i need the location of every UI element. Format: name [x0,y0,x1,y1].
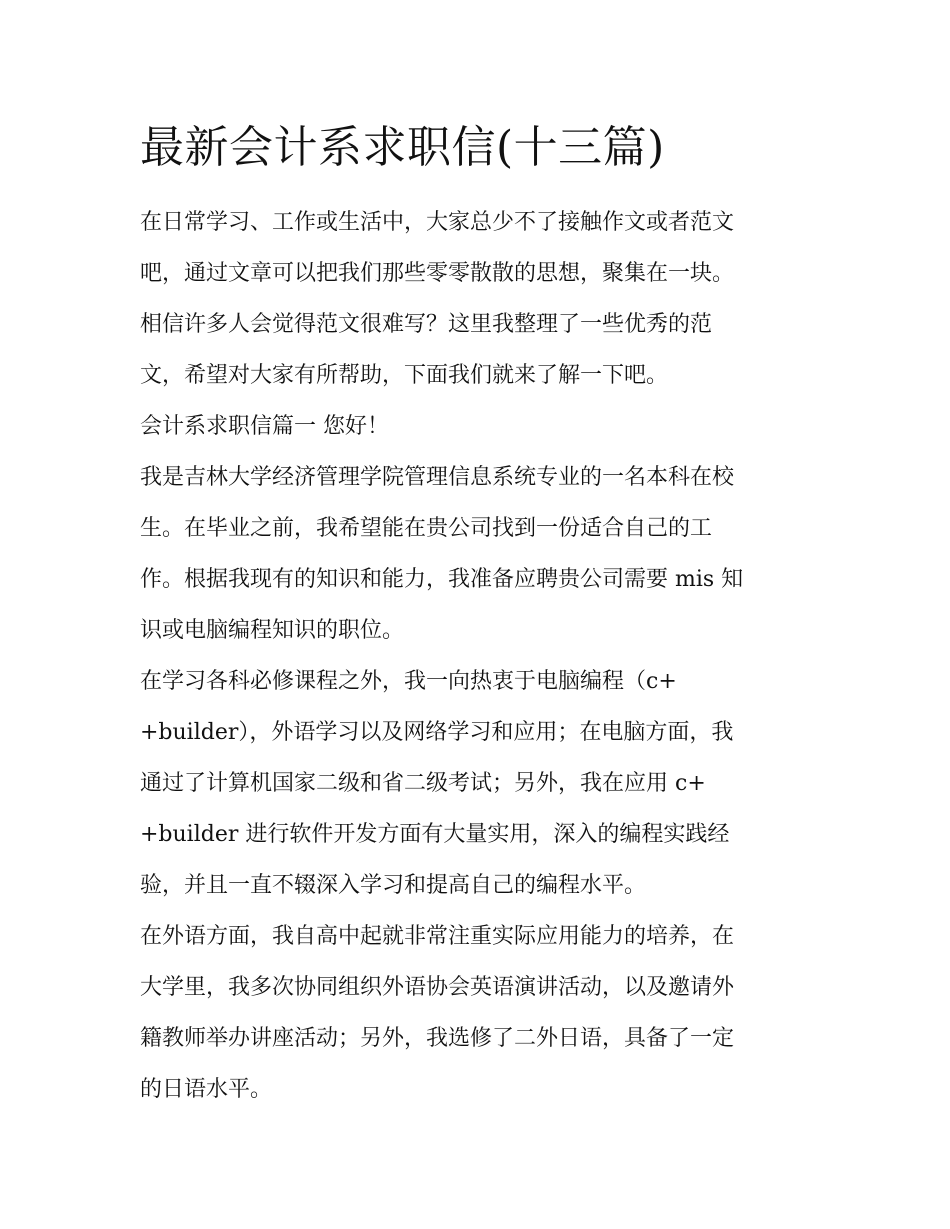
text-line: 验，并且一直不辍深入学习和提高自己的编程水平。 [140,873,647,898]
text-line: 的日语水平。 [140,1077,273,1102]
text-line: 吧，通过文章可以把我们那些零零散散的思想，聚集在一块。 [140,261,735,286]
text-line: 生。在毕业之前，我希望能在贵公司找到一份适合自己的工 [140,516,713,541]
text-line: 籍教师举办讲座活动；另外，我选修了二外日语，具备了一定 [140,1026,735,1051]
document-title: 最新会计系求职信(十三篇) [140,122,665,173]
text-line: 识或电脑编程知识的职位。 [140,618,405,643]
text-line: 相信许多人会觉得范文很难写？这里我整理了一些优秀的范 [140,312,713,337]
text-line: +builder 进行软件开发方面有大量实用，深入的编程实践经 [140,822,730,847]
section-heading-line: 会计系求职信篇一 您好！ [140,414,389,439]
text-line: 在外语方面，我自高中起就非常注重实际应用能力的培养，在 [140,924,735,949]
text-line: 在学习各科必修课程之外，我一向热衷于电脑编程（c+ [140,669,677,694]
text-line: +builder），外语学习以及网络学习和应用；在电脑方面，我 [140,720,734,745]
text-line: 作。根据我现有的知识和能力，我准备应聘贵公司需要 mis 知 [140,567,744,592]
text-line: 在日常学习、工作或生活中，大家总少不了接触作文或者范文 [140,210,735,235]
text-line: 大学里，我多次协同组织外语协会英语演讲活动，以及邀请外 [140,975,735,1000]
text-line: 我是吉林大学经济管理学院管理信息系统专业的一名本科在校 [140,465,735,490]
text-line: 文，希望对大家有所帮助，下面我们就来了解一下吧。 [140,363,669,388]
text-line: 通过了计算机国家二级和省二级考试；另外，我在应用 c+ [140,771,706,796]
document-body [140,197,820,1115]
